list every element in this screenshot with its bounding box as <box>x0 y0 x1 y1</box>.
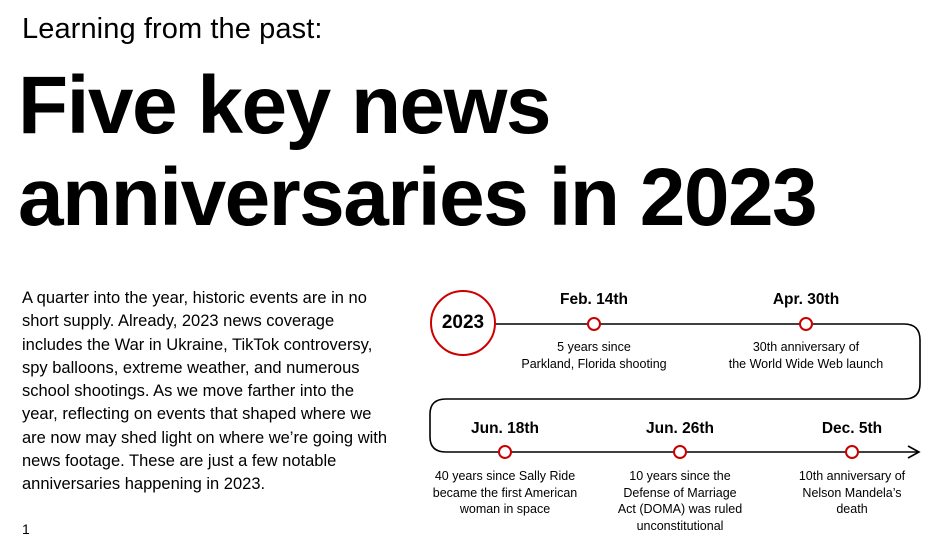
year-badge: 2023 <box>430 290 496 356</box>
event-desc-line: death <box>836 502 868 516</box>
event-desc-feb <box>521 339 666 372</box>
event-dot-feb <box>588 318 600 330</box>
event-date-jun26: Jun. 26th <box>645 420 715 437</box>
event-dot-jun18 <box>499 446 511 458</box>
event-desc-line: woman in space <box>459 502 551 516</box>
event-desc-jun18 <box>433 468 578 518</box>
page-title-line-2: anniversaries in 2023 <box>18 152 817 243</box>
intro-paragraph: A quarter into the year, historic events are in no short supply. Already, 2023 news coverage includes the War in Ukraine, TikTok controversy, spy balloons, extreme weather, and numerous school shootings. As we move farther into the year, reflecting on events that shaped where we are now may shed light on where we’re going with news footage. These are just a few notable anniversaries happening in 2023. <box>22 289 388 494</box>
event-desc-line: 10 years since the <box>629 469 731 483</box>
event-desc-line: Nelson Mandela’s <box>802 485 902 500</box>
event-desc-line: 5 years since <box>557 340 631 354</box>
event-desc-line: Defense of Marriage <box>623 485 737 500</box>
event-date-feb: Feb. 14th <box>559 291 629 308</box>
event-desc-line: Act (DOMA) was ruled <box>617 502 743 516</box>
event-desc-line: unconstitutional <box>636 518 724 533</box>
event-dot-dec <box>846 446 858 458</box>
event-desc-line: 30th anniversary of <box>752 340 860 354</box>
subtitle: Learning from the past: <box>22 13 323 45</box>
event-date-jun18: Jun. 18th <box>470 420 540 437</box>
event-desc-line: became the first American <box>432 485 578 500</box>
page-number: 1 <box>22 521 30 537</box>
page-title-line-1: Five key news <box>18 60 551 151</box>
event-dot-apr <box>800 318 812 330</box>
event-date-apr: Apr. 30th <box>772 291 840 308</box>
event-desc-apr <box>729 339 883 372</box>
event-desc-jun26 <box>618 468 742 534</box>
event-desc-line: 10th anniversary of <box>798 469 906 483</box>
event-desc-line: Parkland, Florida shooting <box>521 356 667 371</box>
event-date-dec: Dec. 5th <box>821 420 883 437</box>
event-desc-line: 40 years since Sally Ride <box>434 469 576 483</box>
event-dot-jun26 <box>674 446 686 458</box>
event-desc-dec <box>799 468 905 518</box>
event-desc-line: the World Wide Web launch <box>728 356 884 371</box>
